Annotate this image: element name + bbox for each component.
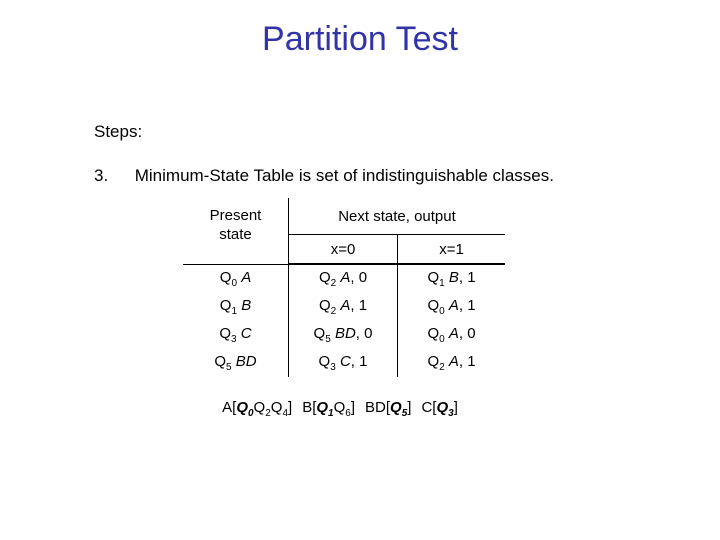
state-subscript: 1 (439, 277, 445, 289)
group-close-bracket: ] (350, 399, 356, 416)
partition-group (222, 399, 293, 419)
group-close-bracket: ] (453, 399, 458, 416)
state-subscript: 2 (330, 277, 337, 289)
header-x0: x=0 (289, 235, 398, 264)
step-number: 3. (94, 166, 109, 185)
state-class: BD (235, 352, 257, 370)
group-name: C (421, 399, 433, 416)
table-row (183, 349, 505, 377)
state-subscript: 3 (231, 333, 237, 345)
output-value: , 0 (355, 324, 373, 342)
state-class: A (241, 268, 252, 286)
state-subscript: 0 (439, 305, 445, 317)
table-row (183, 293, 505, 321)
state-class: A (340, 296, 351, 314)
next-x0-cell (289, 265, 398, 293)
header-present-line1: Present (209, 207, 262, 224)
state-class: B (448, 268, 459, 286)
group-open-bracket: [ (312, 399, 317, 416)
group-name: A (222, 399, 233, 416)
header-next-state: Next state, output (289, 198, 506, 235)
member-q: Q (316, 399, 329, 416)
group-member (316, 399, 334, 419)
header-present-state (183, 198, 289, 264)
group-member (390, 399, 408, 419)
member-subscript: 3 (448, 408, 454, 419)
group-open-bracket: [ (432, 399, 437, 416)
present-state-cell (183, 321, 289, 349)
state-class: B (241, 296, 252, 314)
member-q: Q (253, 399, 266, 416)
step-item (94, 166, 554, 186)
output-value: , 1 (458, 296, 476, 314)
state-subscript: 1 (231, 305, 238, 317)
state-class: C (339, 352, 351, 370)
member-subscript: 0 (247, 408, 254, 419)
state-q: Q (427, 324, 440, 342)
partition-group (421, 399, 458, 419)
member-q: Q (236, 399, 248, 416)
state-subscript: 2 (330, 305, 337, 317)
group-member (236, 399, 254, 419)
state-q: Q (313, 324, 326, 342)
state-q: Q (219, 268, 232, 286)
group-close-bracket: ] (407, 399, 412, 416)
state-class: C (240, 324, 252, 342)
output-value: , 1 (458, 268, 476, 286)
header-x1: x=1 (398, 235, 506, 264)
next-x1-cell (398, 321, 506, 349)
group-close-bracket: ] (288, 399, 293, 416)
state-q: Q (318, 296, 331, 314)
member-subscript: 2 (265, 408, 271, 419)
partition-result (0, 399, 680, 419)
present-state-cell (183, 265, 289, 293)
state-subscript: 0 (439, 333, 445, 345)
output-value: , 1 (350, 296, 368, 314)
state-q: Q (427, 352, 440, 370)
next-x0-cell (289, 321, 398, 349)
group-member (270, 399, 289, 419)
group-open-bracket: [ (232, 399, 237, 416)
step-text: Minimum-State Table is set of indistinguishable classes. (134, 166, 554, 185)
member-q: Q (390, 399, 402, 416)
group-member (436, 399, 454, 419)
state-class: A (448, 352, 459, 370)
state-subscript: 0 (231, 277, 238, 289)
state-q: Q (427, 296, 440, 314)
state-q: Q (318, 268, 331, 286)
partition-group (365, 399, 412, 419)
state-subscript: 2 (439, 361, 445, 373)
next-x0-cell (289, 293, 398, 321)
state-class: A (448, 324, 459, 342)
table-row (183, 321, 505, 349)
next-x0-cell (289, 349, 398, 377)
header-present-line2: state (219, 226, 252, 243)
partition-group (302, 399, 356, 419)
next-x1-cell (398, 265, 506, 293)
present-state-cell (183, 293, 289, 321)
group-open-bracket: [ (385, 399, 391, 416)
member-subscript: 5 (401, 408, 408, 419)
group-name: B (302, 399, 313, 416)
output-value: , 0 (350, 268, 368, 286)
member-q: Q (333, 399, 346, 416)
state-class: A (448, 296, 459, 314)
member-q: Q (270, 399, 283, 416)
state-q: Q (427, 268, 440, 286)
minimum-state-table (183, 198, 505, 377)
state-class: BD (334, 324, 356, 342)
group-member (253, 399, 271, 419)
member-q: Q (436, 399, 449, 416)
present-state-cell (183, 349, 289, 377)
member-subscript: 6 (345, 408, 351, 419)
group-name: BD (365, 399, 386, 416)
state-q: Q (318, 352, 331, 370)
member-subscript: 1 (328, 408, 334, 419)
state-q: Q (214, 352, 227, 370)
state-subscript: 3 (330, 361, 336, 373)
next-x1-cell (398, 349, 506, 377)
state-q: Q (219, 324, 232, 342)
state-subscript: 5 (325, 333, 331, 345)
table-row (183, 265, 505, 293)
state-class: A (340, 268, 351, 286)
state-q: Q (219, 296, 232, 314)
page-title: Partition Test (262, 20, 458, 58)
group-member (333, 399, 351, 419)
output-value: , 1 (350, 352, 368, 370)
output-value: , 1 (458, 352, 476, 370)
next-x1-cell (398, 293, 506, 321)
state-subscript: 5 (226, 361, 232, 373)
steps-label: Steps: (94, 122, 143, 141)
member-subscript: 4 (282, 408, 289, 419)
output-value: , 0 (458, 324, 476, 342)
